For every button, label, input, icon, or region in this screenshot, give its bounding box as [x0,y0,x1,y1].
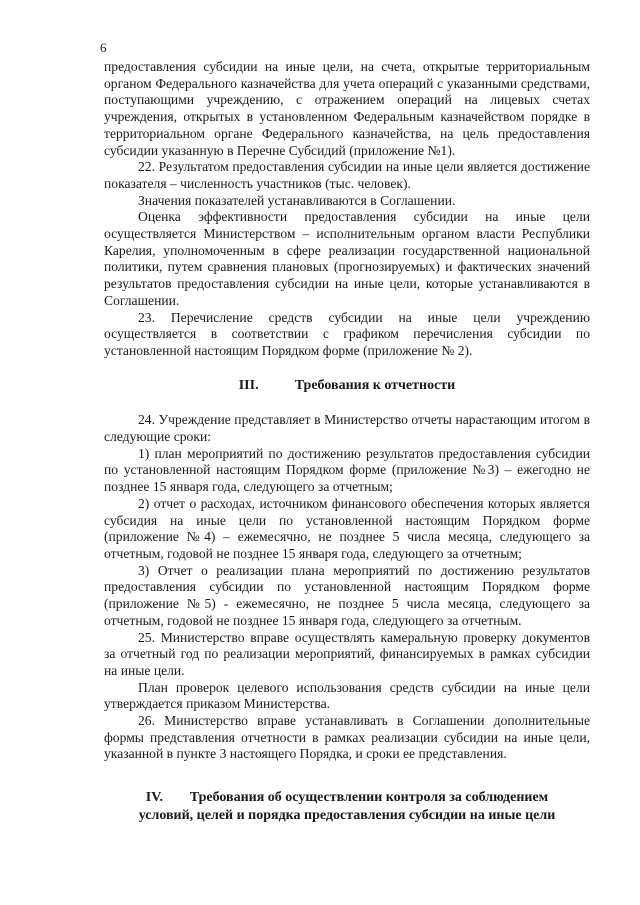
paragraph-24: 24. Учреждение представляет в Министерство отчеты нарастающим итогом в следующие сроки: [104,412,590,445]
paragraph-indicator-values: Значения показателей устанавливаются в Соглашении. [138,192,456,208]
paragraph-25: 25. Министерство вправе осуществлять камеральную проверку документов за отчетный год по реализации мероприятий, финансируемых в рамках субсидии на иные цели. [104,629,590,678]
section-4-title-first: Требования об осуществлении контроля за соблюдением [189,790,549,806]
section-4-title-line-1 [104,789,590,807]
section-4-heading [104,789,590,825]
section-3-number: III. [238,377,259,393]
paragraph-inspection-plan: План проверок целевого использования средств субсидии на иные цели утверждается приказом Министерства. [104,679,590,712]
paragraph-22: 22. Результатом предоставления субсидии на иные цели является достижение показателя – численность участников (тыс. человек). [104,159,590,191]
section-3-heading [104,378,590,395]
paragraph-23: 23. Перечисление средств субсидии на иные цели учреждению осуществляется в соответствии с графиком перечисления субсидии по установленной настоящим Порядком форме (приложение № 2). [104,309,590,358]
paragraph-efficiency-evaluation: Оценка эффективности предоставления субсидии на иные цели осуществляется Министерством – исполнительным органом власти Республики Карелия, уполномоченным в сфере реализации государственной национальной политики, путем сравнения плановых (прогнозируемых) и фактических значений результатов предоставления субсидии на иные цели, которые устанавливаются в Соглашении. [104,209,590,308]
paragraph-continuation: предоставления субсидии на иные цели, на счета, открытые территориальным органом Федерального казначейства для учета операций с указанными средствами, поступающими учреждению, с отражением операций на лицевых счетах учреждения, открытых в установленном Федеральным казначейством порядке в территориальном органе Федерального казначейства, на цель предоставления субсидии указанную в Перечне Субсидий (приложение №1). [104,59,590,158]
list-item-1: 1) план мероприятий по достижению результатов предоставления субсидии по установленной настоящим Порядком форме (приложение №3) – ежегодно не позднее 15 января года, следующего за отчетным; [104,445,590,495]
document-body [104,59,590,825]
section-3-title: Требования к отчетности [294,377,456,393]
page-number: 6 [100,40,107,55]
paragraph-26: 26. Министерство вправе устанавливать в Соглашении дополнительные формы представления отчетности в рамках реализации субсидии на иные цели, указанной в пункте 3 настоящего Порядка, и сроки ее представления. [104,713,590,762]
list-item-2: 2) отчет о расходах, источником финансового обеспечения которых является субсидия на иные цели по установленной настоящим Порядком форме (приложение №4) – ежемесячно, не позднее 5 числа месяца, следующего за отчетным, годовой не позднее 15 января года, следующего за отчетным; [104,495,590,561]
section-4-number: IV. [145,790,164,806]
list-item-3: 3) Отчет о реализации плана мероприятий по достижению результатов предоставления субсидии по установленной настоящим Порядком форме (приложение №5) - ежемесячно, не позднее 5 числа месяца, следующего за отчетным, годовой не позднее 15 января года, следующего за отчетным. [104,562,590,628]
section-4-title-line-2: условий, целей и порядка предоставления субсидии на иные цели [138,808,556,824]
